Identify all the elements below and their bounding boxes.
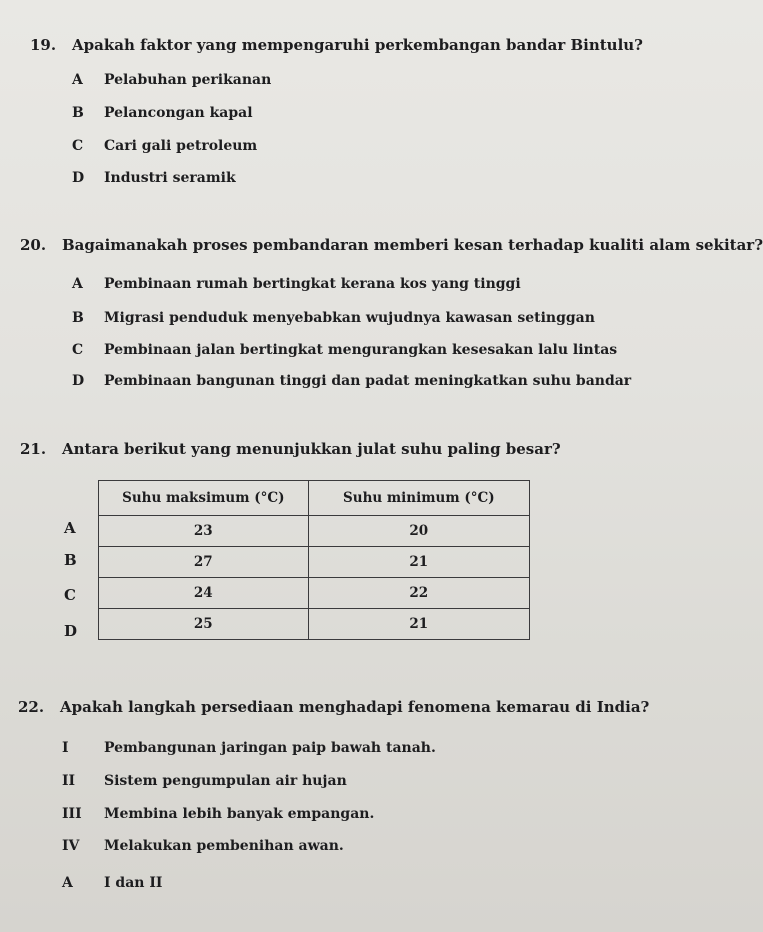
q19-option-c[interactable] (72, 138, 257, 155)
option-letter: D (72, 373, 85, 389)
q21-option-c-label[interactable]: C (64, 586, 76, 604)
q21-option-d-label[interactable]: D (64, 622, 78, 640)
header-max-temp: Suhu maksimum (°C) (99, 481, 309, 516)
option-letter: D (72, 170, 85, 186)
question-text: Apakah faktor yang mempengaruhi perkembangan bandar Bintulu? (72, 36, 643, 54)
q20-option-d[interactable] (72, 373, 631, 390)
question-20 (20, 236, 763, 254)
statement-label: I (62, 740, 69, 756)
cell-min: 21 (308, 547, 529, 578)
cell-min: 22 (308, 578, 529, 609)
cell-max: 23 (99, 516, 309, 547)
q21-option-b-label[interactable]: B (64, 551, 77, 569)
option-text: Pembinaan jalan bertingkat mengurangkan kesesakan lalu lintas (104, 342, 618, 358)
q21-option-a-label[interactable]: A (64, 519, 76, 537)
option-letter: C (72, 342, 84, 358)
option-text: Cari gali petroleum (104, 138, 258, 154)
table-row (99, 547, 530, 578)
question-text: Antara berikut yang menunjukkan julat suhu paling besar? (62, 440, 561, 458)
statement-text: Pembangunan jaringan paip bawah tanah. (104, 740, 436, 756)
table-row (99, 516, 530, 547)
q20-option-a[interactable] (72, 276, 521, 293)
question-number: 20. (20, 236, 47, 254)
q19-option-b[interactable] (72, 105, 253, 122)
statement-text: Melakukan pembenihan awan. (104, 838, 344, 854)
table-header-row (99, 481, 530, 516)
option-text: Pembinaan rumah bertingkat kerana kos yang tinggi (104, 276, 521, 292)
cell-min: 20 (308, 516, 529, 547)
statement-label: II (62, 773, 76, 789)
temperature-table (98, 480, 530, 640)
cell-max: 25 (99, 609, 309, 640)
option-letter: A (62, 875, 73, 891)
question-19 (30, 36, 643, 54)
q22-statement-ii (62, 773, 347, 790)
question-number: 19. (30, 36, 57, 54)
option-letter: A (72, 72, 83, 88)
option-text: I dan II (104, 875, 163, 891)
option-text: Industri seramik (104, 170, 236, 186)
statement-label: IV (62, 838, 80, 854)
header-min-temp: Suhu minimum (°C) (308, 481, 529, 516)
option-letter: C (72, 138, 84, 154)
q19-option-d[interactable] (72, 170, 236, 187)
cell-max: 24 (99, 578, 309, 609)
cell-max: 27 (99, 547, 309, 578)
q22-statement-i (62, 740, 436, 757)
option-letter: B (72, 310, 84, 326)
option-text: Pembinaan bangunan tinggi dan padat meningkatkan suhu bandar (104, 373, 632, 389)
q22-statement-iii (62, 806, 374, 823)
q20-option-c[interactable] (72, 342, 617, 359)
statement-text: Sistem pengumpulan air hujan (104, 773, 347, 789)
question-number: 21. (20, 440, 47, 458)
statement-text: Membina lebih banyak empangan. (104, 806, 375, 822)
q19-option-a[interactable] (72, 72, 271, 89)
question-22 (18, 698, 649, 716)
option-letter: A (72, 276, 83, 292)
q22-option-a[interactable] (62, 875, 162, 892)
question-number: 22. (18, 698, 45, 716)
cell-min: 21 (308, 609, 529, 640)
q20-option-b[interactable] (72, 310, 595, 327)
statement-label: III (62, 806, 82, 822)
option-letter: B (72, 105, 84, 121)
option-text: Pelancongan kapal (104, 105, 253, 121)
question-21 (20, 440, 561, 458)
table-row (99, 578, 530, 609)
table-row (99, 609, 530, 640)
question-text: Apakah langkah persediaan menghadapi fenomena kemarau di India? (60, 698, 650, 716)
option-text: Migrasi penduduk menyebabkan wujudnya kawasan setinggan (104, 310, 595, 326)
option-text: Pelabuhan perikanan (104, 72, 272, 88)
q22-statement-iv (62, 838, 344, 855)
question-text: Bagaimanakah proses pembandaran memberi kesan terhadap kualiti alam sekitar? (62, 236, 763, 254)
